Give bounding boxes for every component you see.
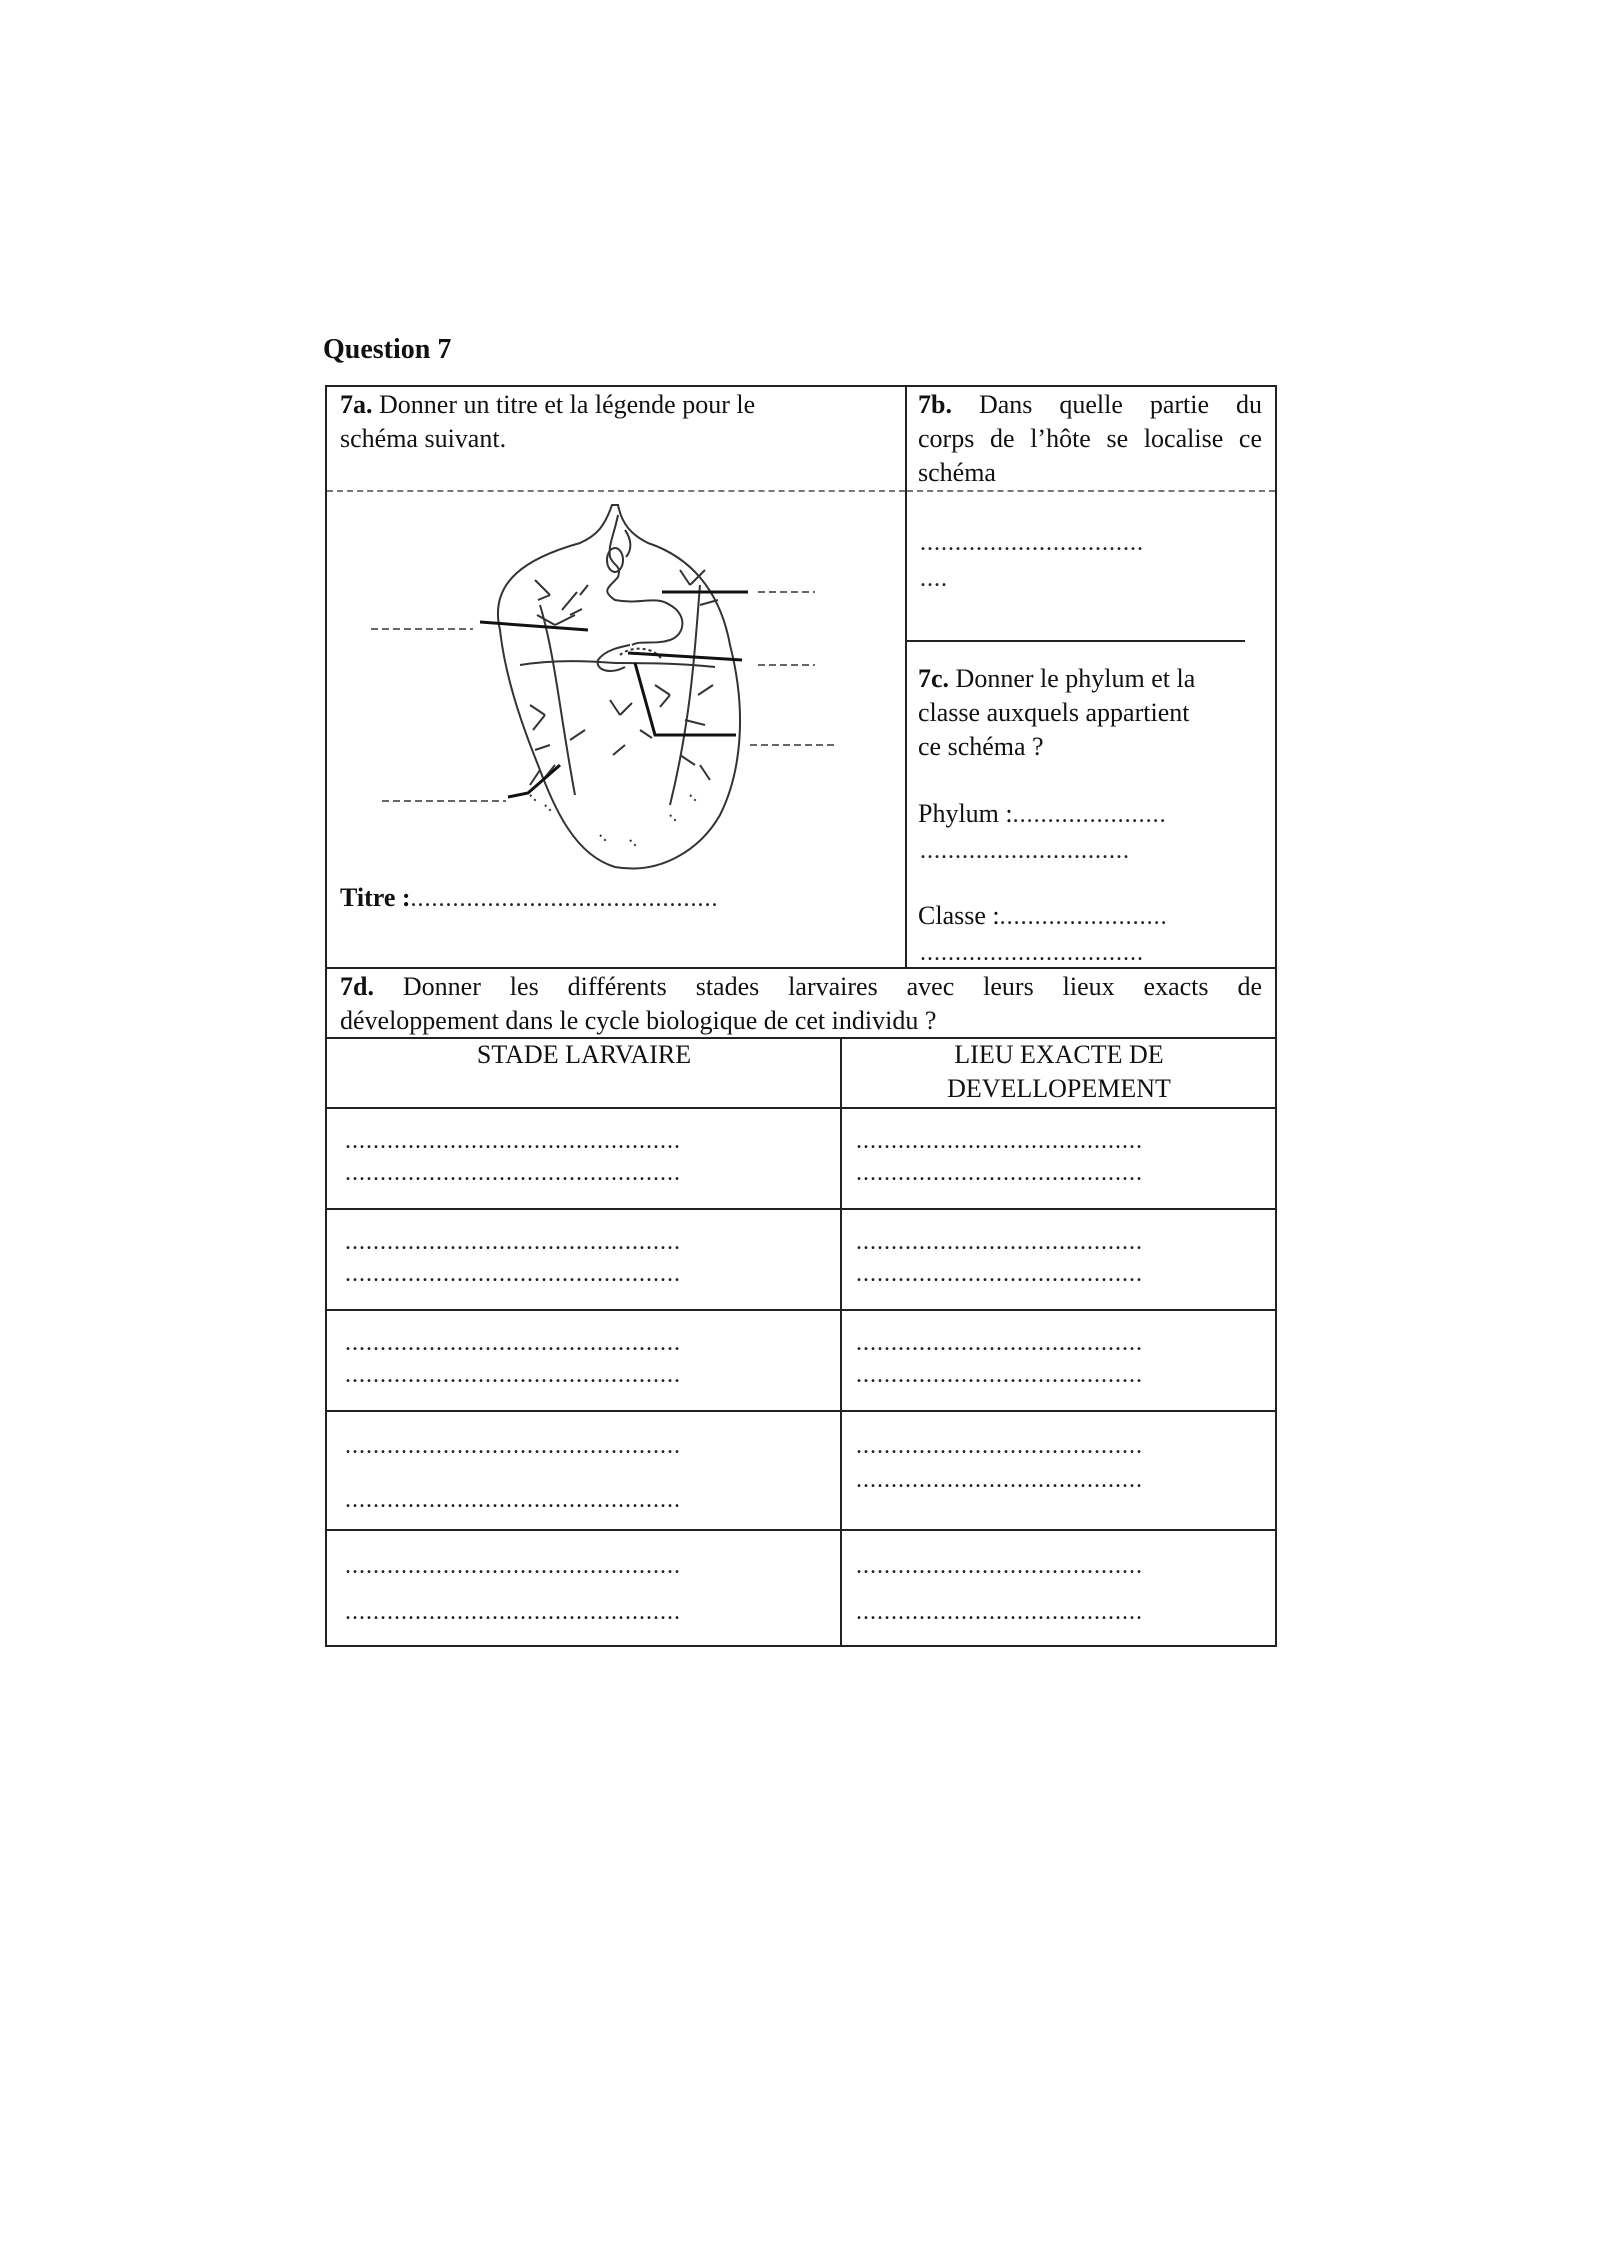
row1-lieu-line2[interactable]: ......................................... (856, 1160, 1143, 1186)
q7c-label: 7c. (918, 664, 950, 693)
classe-dots[interactable]: ........................ (999, 904, 1168, 930)
row5-stade-line2[interactable]: ................................................ (345, 1599, 681, 1625)
q7a-prompt: 7a. Donner un titre et la légende pour le schéma suivant. (340, 390, 756, 453)
q7c-classe (918, 899, 1263, 934)
q7b-answer-line1[interactable]: ................................ (920, 530, 1144, 556)
q7d-prompt: 7d. Donner les différents stades larvaires avec leurs lieux exacts de développement dans le cycle biologique de cet individu ? (340, 972, 1262, 1035)
row4-lieu-line2[interactable]: ......................................... (856, 1467, 1143, 1493)
row1-stade-line1[interactable]: ................................................ (345, 1128, 681, 1154)
q7d-border-left (325, 969, 327, 1037)
row5-lieu-line2[interactable]: ......................................... (856, 1599, 1143, 1625)
larval-table-divider (840, 1037, 842, 1647)
q7d-label: 7d. (340, 972, 374, 1001)
row2-lieu-line1[interactable]: ......................................... (856, 1229, 1143, 1255)
titre-dots[interactable]: ............................................ (410, 886, 719, 912)
titre-label: Titre : (340, 883, 411, 912)
row1-lieu-line1[interactable]: ......................................... (856, 1128, 1143, 1154)
question-title: Question 7 (323, 334, 452, 365)
q7a-label: 7a. (340, 390, 373, 419)
q7c-prompt: 7c. Donner le phylum et la classe auxquels appartient ce schéma ? (918, 664, 1196, 761)
classe-label: Classe : (918, 901, 1000, 930)
anatomy-diagram (370, 495, 850, 885)
row-rule-2 (325, 1309, 1277, 1311)
titre-field (340, 881, 900, 916)
col-header-lieu: LIEU EXACTE DE DEVELLOPEMENT (947, 1040, 1171, 1103)
row5-stade-line1[interactable]: ................................................ (345, 1553, 681, 1579)
phylum-label: Phylum : (918, 799, 1013, 828)
classe-dots-line2[interactable]: ................................ (920, 940, 1144, 966)
row3-lieu-line1[interactable]: ......................................... (856, 1330, 1143, 1356)
row3-lieu-line2[interactable]: ......................................... (856, 1362, 1143, 1388)
row5-lieu-line1[interactable]: ......................................... (856, 1553, 1143, 1579)
row4-stade-line1[interactable]: ................................................ (345, 1433, 681, 1459)
larval-table-header-rule (325, 1107, 1277, 1109)
q7b-separator (907, 490, 1275, 492)
q7b-answer-line2[interactable]: .... (920, 566, 948, 592)
row-rule-1 (325, 1208, 1277, 1210)
top-table-divider (905, 385, 907, 969)
q7a-separator (327, 490, 905, 492)
phylum-dots[interactable]: ...................... (1012, 802, 1167, 828)
phylum-dots-line2[interactable]: .............................. (920, 838, 1130, 864)
q7b-answer-rule (907, 640, 1245, 642)
row-rule-3 (325, 1410, 1277, 1412)
col-header-stade: STADE LARVAIRE (476, 1040, 692, 1069)
q7d-border-right (1275, 969, 1277, 1037)
row3-stade-line2[interactable]: ................................................ (345, 1362, 681, 1388)
row2-lieu-line2[interactable]: ......................................... (856, 1261, 1143, 1287)
row4-stade-line2[interactable]: ................................................ (345, 1487, 681, 1513)
row4-lieu-line1[interactable]: ......................................... (856, 1433, 1143, 1459)
row-rule-4 (325, 1529, 1277, 1531)
q7b-prompt: 7b. Dans quelle partie du corps de l’hôte se localise ce schéma (918, 390, 1262, 487)
row2-stade-line1[interactable]: ................................................ (345, 1229, 681, 1255)
row2-stade-line2[interactable]: ................................................ (345, 1261, 681, 1287)
q7c-phylum (918, 797, 1263, 832)
row1-stade-line2[interactable]: ................................................ (345, 1160, 681, 1186)
q7b-label: 7b. (918, 390, 952, 419)
row3-stade-line1[interactable]: ................................................ (345, 1330, 681, 1356)
